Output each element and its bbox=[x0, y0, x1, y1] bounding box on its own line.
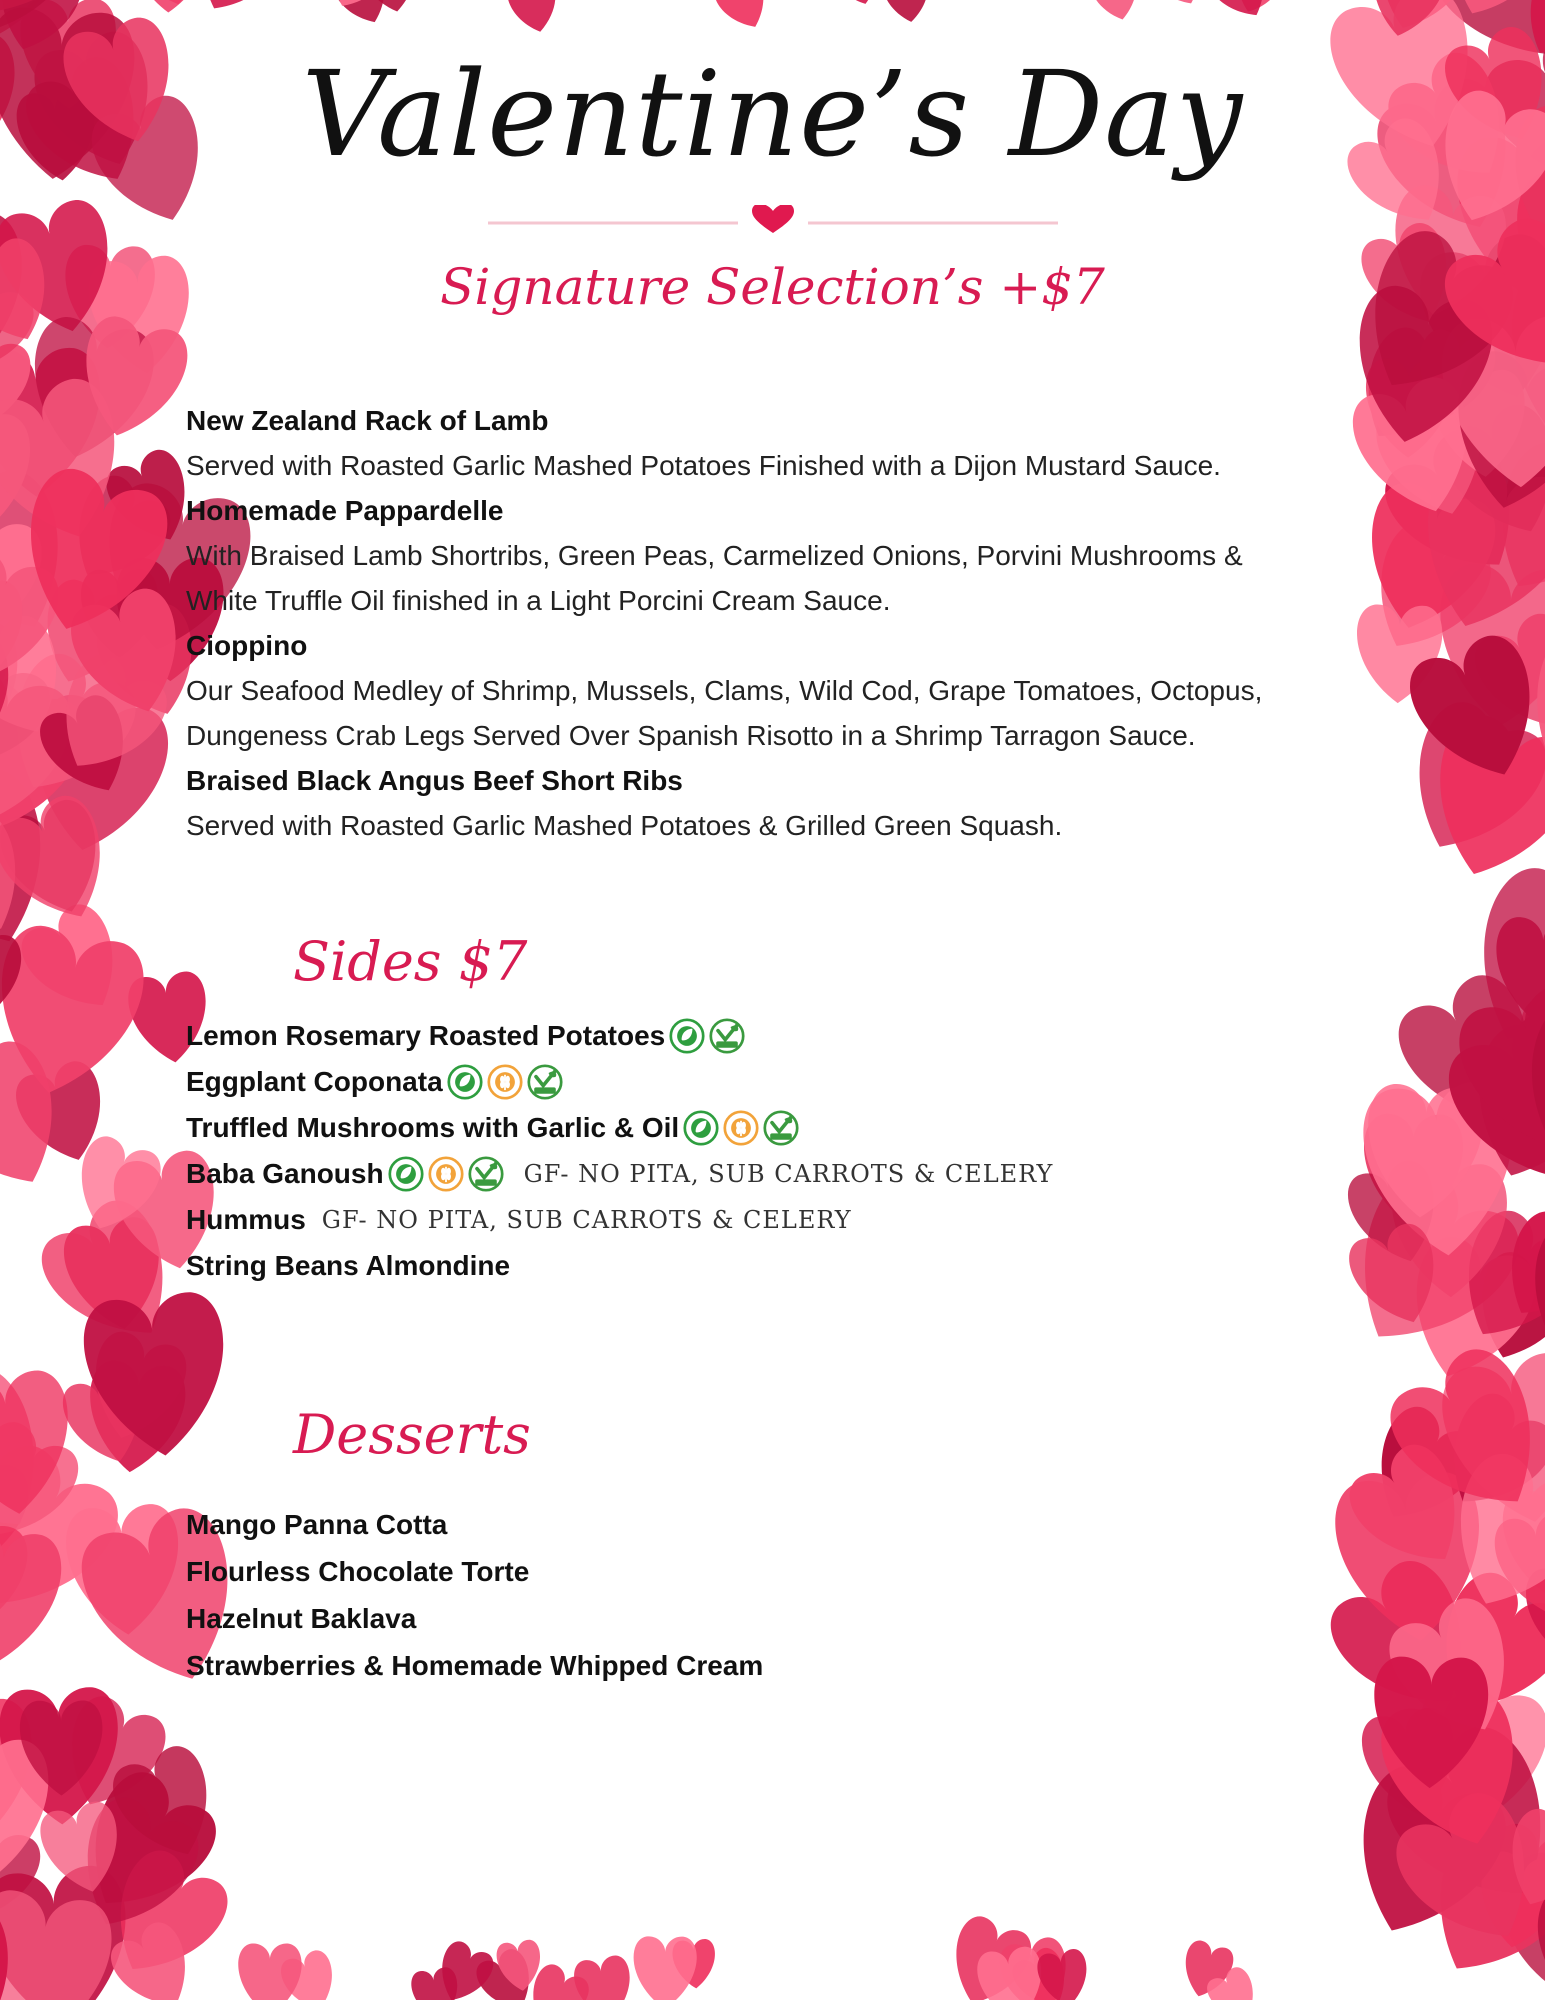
gluten-free-icon bbox=[428, 1156, 464, 1192]
page-title: Valentine’s Day bbox=[301, 45, 1244, 183]
vegetarian-icon bbox=[669, 1018, 705, 1054]
diet-badges bbox=[669, 1018, 749, 1054]
desserts-list bbox=[186, 1501, 1426, 1689]
vegetarian-icon bbox=[683, 1110, 719, 1146]
vegan-icon bbox=[709, 1018, 745, 1054]
signature-item-description: With Braised Lamb Shortribs, Green Peas, Carmelized Onions, Porvini Mushrooms & bbox=[186, 540, 1243, 571]
title-divider bbox=[488, 205, 1058, 235]
signature-item-name: New Zealand Rack of Lamb bbox=[186, 405, 549, 436]
dessert-item: Strawberries & Homemade Whipped Cream bbox=[186, 1650, 764, 1681]
heart-icon bbox=[752, 205, 794, 233]
sides-heading: Sides $7 bbox=[293, 930, 528, 993]
diet-badges bbox=[447, 1064, 567, 1100]
diet-badges bbox=[683, 1110, 803, 1146]
side-item-name: Hummus bbox=[186, 1204, 306, 1235]
side-item-note: GF- NO PITA, SUB CARROTS & CELERY bbox=[321, 1206, 852, 1234]
signature-item-description: Dungeness Crab Legs Served Over Spanish Risotto in a Shrimp Tarragon Sauce. bbox=[186, 720, 1196, 751]
signature-item-name: Cioppino bbox=[186, 630, 308, 661]
side-item-name: String Beans Almondine bbox=[186, 1250, 511, 1281]
side-item bbox=[186, 1013, 1426, 1059]
side-item-note: GF- NO PITA, SUB CARROTS & CELERY bbox=[523, 1160, 1054, 1188]
dessert-item: Mango Panna Cotta bbox=[186, 1509, 448, 1540]
dessert-item: Flourless Chocolate Torte bbox=[186, 1556, 530, 1587]
signature-item-description: Served with Roasted Garlic Mashed Potatoes & Grilled Green Squash. bbox=[186, 810, 1063, 841]
signature-heading: Signature Selection’s +$7 bbox=[440, 258, 1105, 316]
vegan-icon bbox=[527, 1064, 563, 1100]
side-item bbox=[186, 1105, 1426, 1151]
vegetarian-icon bbox=[447, 1064, 483, 1100]
signature-item-description: Served with Roasted Garlic Mashed Potatoes Finished with a Dijon Mustard Sauce. bbox=[186, 450, 1221, 481]
side-item-name: Eggplant Coponata bbox=[186, 1066, 443, 1097]
signature-item-name: Braised Black Angus Beef Short Ribs bbox=[186, 765, 683, 796]
side-item-name: Baba Ganoush bbox=[186, 1158, 384, 1189]
side-item bbox=[186, 1151, 1426, 1197]
side-item-name: Lemon Rosemary Roasted Potatoes bbox=[186, 1020, 666, 1051]
signature-item-name: Homemade Pappardelle bbox=[186, 495, 504, 526]
diet-badges bbox=[388, 1156, 508, 1192]
vegetarian-icon bbox=[388, 1156, 424, 1192]
dessert-item: Hazelnut Baklava bbox=[186, 1603, 417, 1634]
side-item bbox=[186, 1059, 1426, 1105]
signature-item-description: Our Seafood Medley of Shrimp, Mussels, Clams, Wild Cod, Grape Tomatoes, Octopus, bbox=[186, 675, 1263, 706]
signature-list bbox=[186, 398, 1426, 848]
signature-item-description: White Truffle Oil finished in a Light Porcini Cream Sauce. bbox=[186, 585, 891, 616]
sides-list bbox=[186, 1013, 1426, 1289]
side-item-name: Truffled Mushrooms with Garlic & Oil bbox=[186, 1112, 680, 1143]
gluten-free-icon bbox=[487, 1064, 523, 1100]
vegan-icon bbox=[763, 1110, 799, 1146]
side-item bbox=[186, 1197, 1426, 1243]
desserts-heading: Desserts bbox=[293, 1403, 531, 1466]
vegan-icon bbox=[468, 1156, 504, 1192]
side-item bbox=[186, 1243, 1426, 1289]
gluten-free-icon bbox=[723, 1110, 759, 1146]
